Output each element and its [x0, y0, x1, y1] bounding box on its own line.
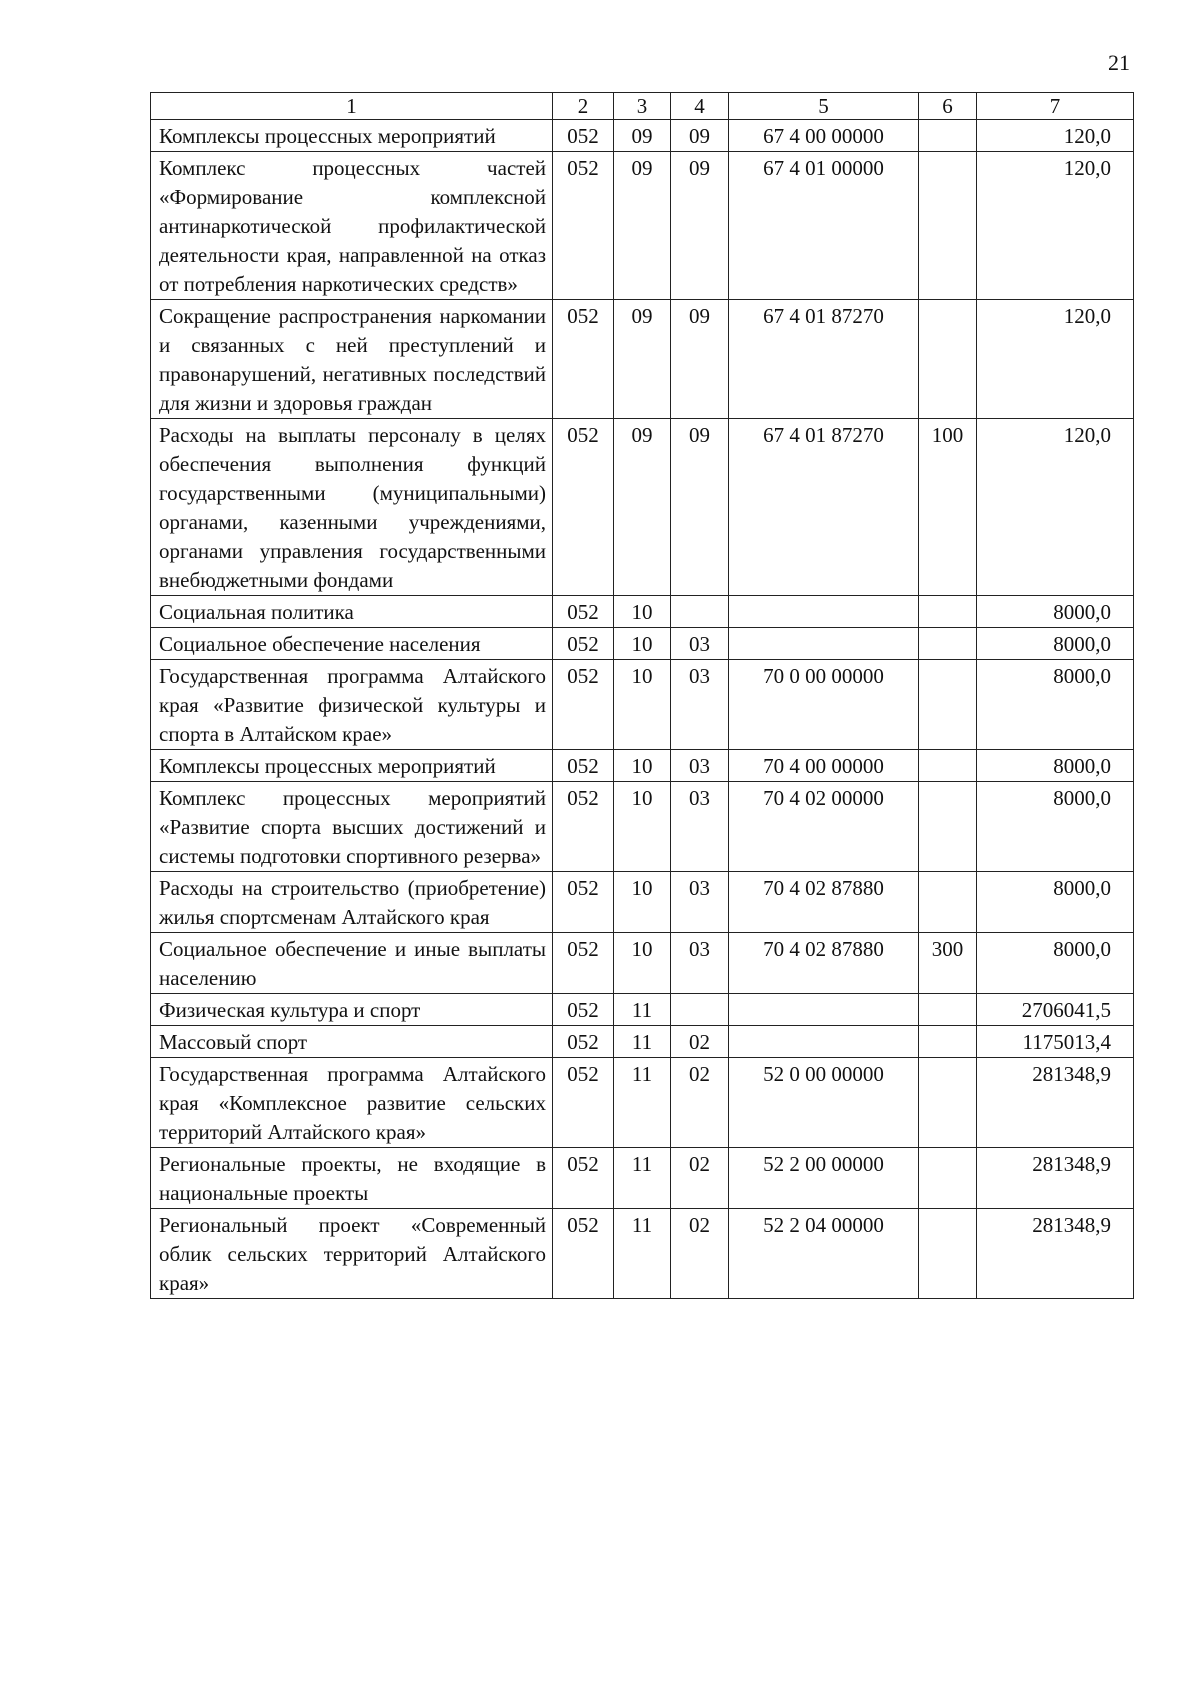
row-col-4: 03 [671, 782, 729, 872]
row-col-7: 8000,0 [977, 628, 1134, 660]
table-row [151, 152, 1134, 300]
row-col-7: 8000,0 [977, 660, 1134, 750]
row-col-2: 052 [553, 300, 614, 419]
row-col-4: 02 [671, 1209, 729, 1299]
row-col-4: 02 [671, 1148, 729, 1209]
row-col-3: 10 [614, 872, 671, 933]
row-name: Сокращение распространения наркомании и связанных с ней преступлений и правонарушений, негативных последствий для жизни и здоровья граждан [151, 300, 553, 419]
row-col-3: 10 [614, 782, 671, 872]
row-col-6 [919, 782, 977, 872]
row-col-3: 10 [614, 628, 671, 660]
row-col-3: 11 [614, 1026, 671, 1058]
row-col-4: 02 [671, 1026, 729, 1058]
row-col-2: 052 [553, 872, 614, 933]
row-col-2: 052 [553, 660, 614, 750]
row-col-7: 281348,9 [977, 1209, 1134, 1299]
table-row [151, 1026, 1134, 1058]
row-name: Расходы на выплаты персоналу в целях обеспечения выполнения функций государственными (муниципальными) органами, казенными учреждениями, органами управления государственными внебюджетными фондами [151, 419, 553, 596]
row-name: Комплекс процессных мероприятий «Развитие спорта высших достижений и системы подготовки спортивного резерва» [151, 782, 553, 872]
row-col-4: 09 [671, 120, 729, 152]
page-number: 21 [1108, 50, 1130, 75]
row-col-4: 09 [671, 419, 729, 596]
row-name: Комплексы процессных мероприятий [151, 750, 553, 782]
row-col-6 [919, 596, 977, 628]
row-col-3: 11 [614, 1058, 671, 1148]
row-col-5: 67 4 00 00000 [729, 120, 919, 152]
row-col-2: 052 [553, 1026, 614, 1058]
row-col-7: 8000,0 [977, 872, 1134, 933]
table-row [151, 994, 1134, 1026]
row-col-7: 120,0 [977, 120, 1134, 152]
row-col-7: 281348,9 [977, 1148, 1134, 1209]
row-name: Государственная программа Алтайского края «Развитие физической культуры и спорта в Алтайском крае» [151, 660, 553, 750]
row-col-6 [919, 750, 977, 782]
header-row [151, 93, 1134, 120]
row-name: Региональный проект «Современный облик сельских территорий Алтайского края» [151, 1209, 553, 1299]
row-col-5: 70 4 02 87880 [729, 872, 919, 933]
row-name: Массовый спорт [151, 1026, 553, 1058]
header-col-4: 4 [671, 93, 729, 120]
row-col-6: 300 [919, 933, 977, 994]
row-name: Социальная политика [151, 596, 553, 628]
row-col-3: 11 [614, 994, 671, 1026]
row-col-3: 10 [614, 596, 671, 628]
row-col-5 [729, 1026, 919, 1058]
row-col-2: 052 [553, 994, 614, 1026]
row-col-2: 052 [553, 933, 614, 994]
table-row [151, 628, 1134, 660]
budget-table [150, 92, 1134, 1299]
row-col-5: 70 4 02 87880 [729, 933, 919, 994]
row-name: Социальное обеспечение и иные выплаты населению [151, 933, 553, 994]
table-row [151, 300, 1134, 419]
row-col-3: 11 [614, 1148, 671, 1209]
row-col-5: 67 4 01 87270 [729, 300, 919, 419]
row-col-4 [671, 994, 729, 1026]
row-col-5: 52 2 00 00000 [729, 1148, 919, 1209]
row-col-2: 052 [553, 1058, 614, 1148]
row-col-5 [729, 596, 919, 628]
row-col-7: 8000,0 [977, 596, 1134, 628]
table-row [151, 419, 1134, 596]
row-col-3: 10 [614, 660, 671, 750]
header-col-1: 1 [151, 93, 553, 120]
row-name: Физическая культура и спорт [151, 994, 553, 1026]
row-col-4: 02 [671, 1058, 729, 1148]
row-col-3: 10 [614, 750, 671, 782]
row-col-2: 052 [553, 152, 614, 300]
row-col-7: 8000,0 [977, 782, 1134, 872]
row-col-2: 052 [553, 596, 614, 628]
row-col-7: 8000,0 [977, 933, 1134, 994]
row-col-2: 052 [553, 1209, 614, 1299]
row-col-2: 052 [553, 1148, 614, 1209]
table-row [151, 782, 1134, 872]
table-row [151, 596, 1134, 628]
row-col-5 [729, 994, 919, 1026]
row-name: Комплексы процессных мероприятий [151, 120, 553, 152]
row-col-4: 09 [671, 300, 729, 419]
row-col-7: 281348,9 [977, 1058, 1134, 1148]
row-col-4: 03 [671, 750, 729, 782]
header-col-2: 2 [553, 93, 614, 120]
header-col-5: 5 [729, 93, 919, 120]
row-col-3: 09 [614, 419, 671, 596]
row-col-3: 11 [614, 1209, 671, 1299]
row-col-7: 120,0 [977, 419, 1134, 596]
table-row [151, 120, 1134, 152]
table-row [151, 1209, 1134, 1299]
table-row [151, 933, 1134, 994]
row-col-4: 03 [671, 660, 729, 750]
table-row [151, 1148, 1134, 1209]
row-col-6 [919, 152, 977, 300]
row-col-6: 100 [919, 419, 977, 596]
row-col-2: 052 [553, 628, 614, 660]
row-col-5: 52 2 04 00000 [729, 1209, 919, 1299]
row-col-3: 09 [614, 300, 671, 419]
row-col-6 [919, 300, 977, 419]
table-row [151, 1058, 1134, 1148]
row-name: Государственная программа Алтайского края «Комплексное развитие сельских территорий Алтайского края» [151, 1058, 553, 1148]
row-name: Расходы на строительство (приобретение) жилья спортсменам Алтайского края [151, 872, 553, 933]
row-name: Региональные проекты, не входящие в национальные проекты [151, 1148, 553, 1209]
row-col-6 [919, 1148, 977, 1209]
row-col-2: 052 [553, 120, 614, 152]
row-col-7: 2706041,5 [977, 994, 1134, 1026]
row-col-4: 03 [671, 872, 729, 933]
row-col-6 [919, 872, 977, 933]
row-col-5: 70 0 00 00000 [729, 660, 919, 750]
row-col-6 [919, 1209, 977, 1299]
row-col-2: 052 [553, 750, 614, 782]
row-name: Комплекс процессных частей «Формирование комплексной антинаркотической профилактической деятельности края, направленной на отказ от потребления наркотических средств» [151, 152, 553, 300]
row-col-5: 52 0 00 00000 [729, 1058, 919, 1148]
row-col-6 [919, 628, 977, 660]
row-col-7: 120,0 [977, 300, 1134, 419]
row-col-5: 70 4 02 00000 [729, 782, 919, 872]
row-col-6 [919, 120, 977, 152]
row-col-6 [919, 994, 977, 1026]
row-col-4: 03 [671, 628, 729, 660]
table-row [151, 750, 1134, 782]
row-col-5: 67 4 01 87270 [729, 419, 919, 596]
row-col-6 [919, 660, 977, 750]
row-col-4: 03 [671, 933, 729, 994]
row-col-2: 052 [553, 782, 614, 872]
row-col-2: 052 [553, 419, 614, 596]
table-row [151, 872, 1134, 933]
row-col-4: 09 [671, 152, 729, 300]
row-col-6 [919, 1026, 977, 1058]
header-col-6: 6 [919, 93, 977, 120]
row-col-3: 10 [614, 933, 671, 994]
row-col-6 [919, 1058, 977, 1148]
table-row [151, 660, 1134, 750]
row-name: Социальное обеспечение населения [151, 628, 553, 660]
row-col-7: 120,0 [977, 152, 1134, 300]
row-col-5 [729, 628, 919, 660]
header-col-7: 7 [977, 93, 1134, 120]
row-col-4 [671, 596, 729, 628]
header-col-3: 3 [614, 93, 671, 120]
row-col-3: 09 [614, 152, 671, 300]
row-col-3: 09 [614, 120, 671, 152]
row-col-7: 8000,0 [977, 750, 1134, 782]
row-col-5: 70 4 00 00000 [729, 750, 919, 782]
row-col-5: 67 4 01 00000 [729, 152, 919, 300]
row-col-7: 1175013,4 [977, 1026, 1134, 1058]
